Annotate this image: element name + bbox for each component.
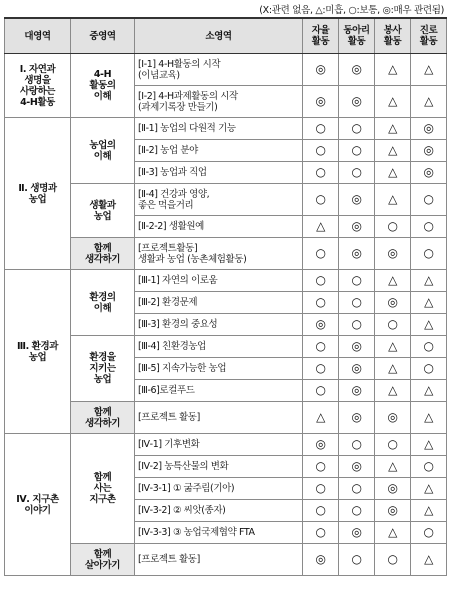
topic-cell: [프로젝트 활동]	[135, 544, 303, 576]
mark-cell: ○	[339, 292, 375, 314]
mid-9: 함께 살아가기	[71, 544, 135, 576]
area-4: Ⅳ. 지구촌 이야기	[5, 434, 71, 576]
table-row	[5, 402, 447, 434]
mark-cell: ◎	[339, 216, 375, 238]
header-area: 대영역	[5, 18, 71, 54]
table-row	[5, 238, 447, 270]
topic-cell: [Ⅲ-5] 지속가능한 농업	[135, 358, 303, 380]
mark-cell: ○	[411, 216, 447, 238]
mark-cell: ○	[411, 184, 447, 216]
mark-cell: ◎	[303, 54, 339, 86]
mark-cell: △	[411, 314, 447, 336]
topic-cell: [Ⅳ-3-3] ③ 농업국제협약 FTA	[135, 522, 303, 544]
mark-cell: ○	[339, 314, 375, 336]
mark-cell: △	[375, 162, 411, 184]
curriculum-table	[4, 17, 447, 576]
topic-cell: [Ⅲ-1] 자연의 이로움	[135, 270, 303, 292]
mark-cell: ○	[339, 500, 375, 522]
mark-cell: △	[411, 402, 447, 434]
mark-cell: ○	[411, 522, 447, 544]
mark-cell: ◎	[339, 184, 375, 216]
mark-cell: ○	[303, 336, 339, 358]
mark-cell: △	[375, 336, 411, 358]
topic-cell: [프로젝트활동] 생활과 농업 (농촌체험활동)	[135, 238, 303, 270]
mark-cell: ◎	[303, 314, 339, 336]
mark-cell: ◎	[303, 86, 339, 118]
mark-cell: △	[375, 118, 411, 140]
table-row	[5, 118, 447, 140]
mark-cell: ○	[303, 292, 339, 314]
mark-cell: ○	[303, 478, 339, 500]
topic-cell: [Ⅲ-2] 환경문제	[135, 292, 303, 314]
mark-cell: △	[375, 86, 411, 118]
mark-cell: △	[375, 184, 411, 216]
mark-cell: ○	[375, 544, 411, 576]
mark-cell: △	[375, 270, 411, 292]
mark-cell: ○	[339, 270, 375, 292]
table-row	[5, 54, 447, 86]
topic-cell: [Ⅱ-3] 농업과 직업	[135, 162, 303, 184]
mark-cell: △	[375, 358, 411, 380]
mark-cell: △	[375, 140, 411, 162]
table-row	[5, 270, 447, 292]
topic-cell: [Ⅰ-1] 4-H활동의 시작 (이념교육)	[135, 54, 303, 86]
mark-cell: ◎	[411, 140, 447, 162]
mark-cell: △	[411, 500, 447, 522]
header-row	[5, 18, 447, 54]
mark-cell: △	[303, 216, 339, 238]
mark-cell: △	[375, 380, 411, 402]
mid-7: 함께 생각하기	[71, 402, 135, 434]
mark-cell: ○	[303, 140, 339, 162]
topic-cell: [Ⅳ-2] 농특산물의 변화	[135, 456, 303, 478]
table-row	[5, 336, 447, 358]
topic-cell: [Ⅰ-2] 4-H과제활동의 시작 (과제기록장 만들기)	[135, 86, 303, 118]
topic-cell: [Ⅱ-1] 농업의 다원적 기능	[135, 118, 303, 140]
header-club: 동아리 활동	[339, 18, 375, 54]
mark-cell: ○	[339, 162, 375, 184]
area-2: Ⅱ. 생명과 농업	[5, 118, 71, 270]
mark-cell: ◎	[375, 238, 411, 270]
mark-cell: ◎	[375, 292, 411, 314]
topic-cell: [Ⅲ-3] 환경의 중요성	[135, 314, 303, 336]
topic-cell: [프로젝트 활동]	[135, 402, 303, 434]
header-small: 소영역	[135, 18, 303, 54]
mid-4: 함께 생각하기	[71, 238, 135, 270]
mark-cell: △	[411, 270, 447, 292]
mark-cell: △	[411, 292, 447, 314]
mark-cell: △	[375, 54, 411, 86]
mark-cell: ◎	[339, 402, 375, 434]
mid-6: 환경을 지키는 농업	[71, 336, 135, 402]
mark-cell: △	[411, 86, 447, 118]
table-row	[5, 434, 447, 456]
mid-8: 함께 사는 지구촌	[71, 434, 135, 544]
mark-cell: ○	[303, 358, 339, 380]
mark-cell: ◎	[303, 434, 339, 456]
topic-cell: [Ⅲ-4] 친환경농업	[135, 336, 303, 358]
mark-cell: ○	[375, 434, 411, 456]
mid-5: 환경의 이해	[71, 270, 135, 336]
mark-cell: ◎	[339, 336, 375, 358]
mark-cell: ○	[339, 544, 375, 576]
topic-cell: [Ⅱ-2] 농업 분야	[135, 140, 303, 162]
mark-cell: △	[411, 434, 447, 456]
topic-cell: [Ⅲ-6]로컬푸드	[135, 380, 303, 402]
topic-cell: [Ⅳ-3-1] ① 굶주림(기아)	[135, 478, 303, 500]
mark-cell: ○	[303, 118, 339, 140]
mark-cell: △	[303, 402, 339, 434]
mid-1: 4-H 활동의 이해	[71, 54, 135, 118]
mark-cell: ○	[339, 140, 375, 162]
mark-cell: ○	[303, 380, 339, 402]
legend: (X:관련 없음, △:미흡, ○:보통, ◎:매우 관련됨)	[259, 5, 444, 16]
mark-cell: △	[411, 54, 447, 86]
mark-cell: △	[411, 380, 447, 402]
mark-cell: △	[375, 522, 411, 544]
mark-cell: ○	[375, 314, 411, 336]
mark-cell: ◎	[339, 54, 375, 86]
curriculum-table-wrapper	[4, 17, 446, 576]
mark-cell: ○	[303, 522, 339, 544]
mark-cell: ◎	[303, 544, 339, 576]
mark-cell: △	[375, 456, 411, 478]
mark-cell: ○	[339, 434, 375, 456]
mark-cell: △	[411, 478, 447, 500]
mark-cell: ◎	[411, 118, 447, 140]
topic-cell: [Ⅳ-3-2] ② 씨앗(종자)	[135, 500, 303, 522]
table-row	[5, 544, 447, 576]
mid-3: 생활과 농업	[71, 184, 135, 238]
header-career: 진로 활동	[411, 18, 447, 54]
mark-cell: ○	[411, 456, 447, 478]
mark-cell: ◎	[375, 402, 411, 434]
mark-cell: ◎	[339, 238, 375, 270]
mark-cell: ○	[303, 456, 339, 478]
mark-cell: ○	[303, 500, 339, 522]
mark-cell: ◎	[339, 380, 375, 402]
mark-cell: ○	[303, 184, 339, 216]
mark-cell: ○	[303, 238, 339, 270]
area-1: Ⅰ. 자연과 생명을 사랑하는 4-H활동	[5, 54, 71, 118]
table-row	[5, 184, 447, 216]
mark-cell: ◎	[375, 478, 411, 500]
topic-cell: [Ⅳ-1] 기후변화	[135, 434, 303, 456]
header-volunteer: 봉사 활동	[375, 18, 411, 54]
area-3: Ⅲ. 환경과 농업	[5, 270, 71, 434]
mark-cell: ◎	[339, 86, 375, 118]
mark-cell: ○	[303, 270, 339, 292]
mark-cell: ○	[339, 118, 375, 140]
mark-cell: ◎	[339, 358, 375, 380]
mark-cell: ○	[339, 478, 375, 500]
header-mid: 중영역	[71, 18, 135, 54]
mark-cell: ○	[303, 162, 339, 184]
mark-cell: ○	[375, 216, 411, 238]
mid-2: 농업의 이해	[71, 118, 135, 184]
topic-cell: [Ⅱ-2-2] 생활원예	[135, 216, 303, 238]
mark-cell: ◎	[339, 522, 375, 544]
mark-cell: ◎	[411, 162, 447, 184]
mark-cell: ◎	[339, 456, 375, 478]
mark-cell: ○	[411, 238, 447, 270]
topic-cell: [Ⅱ-4] 건강과 영양, 좋은 먹을거리	[135, 184, 303, 216]
mark-cell: ○	[411, 358, 447, 380]
mark-cell: △	[411, 544, 447, 576]
header-autonomy: 자율 활동	[303, 18, 339, 54]
mark-cell: ○	[411, 336, 447, 358]
mark-cell: ◎	[375, 500, 411, 522]
